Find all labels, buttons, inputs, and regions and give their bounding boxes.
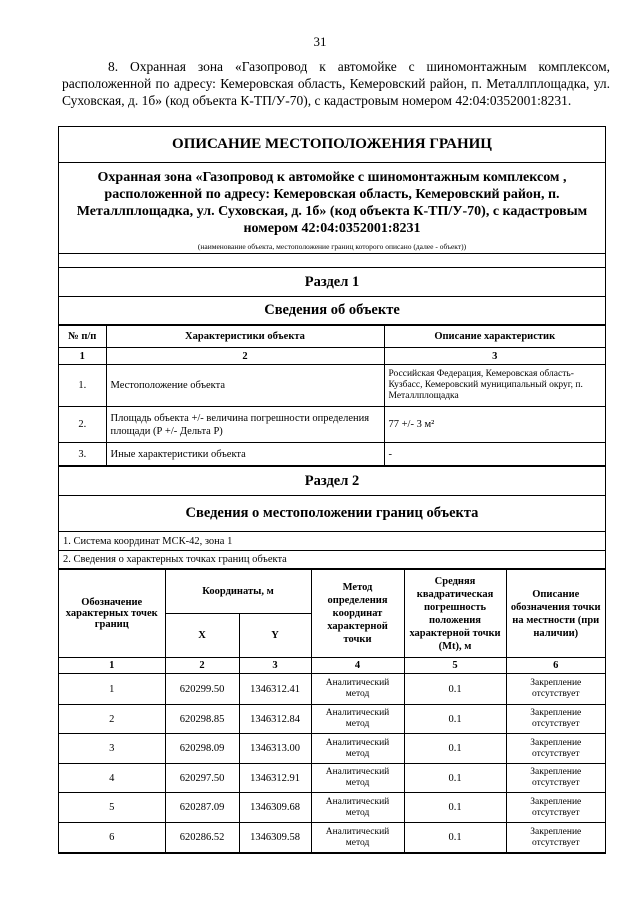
method-value: Аналитический метод bbox=[311, 734, 404, 764]
col-index: 3 bbox=[384, 348, 605, 365]
coord-y: 1346313.00 bbox=[239, 734, 311, 764]
object-name-note: (наименование объекта, местоположение границ которого описано (далее - объект)) bbox=[59, 239, 605, 254]
accuracy-value: 0.1 bbox=[404, 823, 506, 853]
col-x-header: X bbox=[165, 614, 239, 658]
col-designation-header: Обозначение характерных точек границ bbox=[59, 570, 165, 658]
method-value: Аналитический метод bbox=[311, 705, 404, 734]
section1-subtitle: Сведения об объекте bbox=[59, 297, 605, 325]
accuracy-value: 0.1 bbox=[404, 705, 506, 734]
characteristic-name: Площадь объекта +/- величина погрешности определения площади (Р +/- Дельта Р) bbox=[106, 407, 384, 443]
object-name: Охранная зона «Газопровод к автомойке с шиномонтажным комплексом , расположенной по адресу: Кемеровская область, Кемеровский район, п. Металлплощадка, ул. Суховская, д. 1б» (код объекта К-ТП/У-70), с кадастровым номером 42:04:0352001:8231 bbox=[59, 163, 605, 240]
col-method-header: Метод определения координат характерной точки bbox=[311, 570, 404, 658]
coord-x: 620298.09 bbox=[165, 734, 239, 764]
col-description-header: Описание характеристик bbox=[384, 326, 605, 348]
characteristic-name: Местоположение объекта bbox=[106, 365, 384, 407]
points-caption: 2. Сведения о характерных точках границ объекта bbox=[59, 551, 605, 569]
description-value: Закрепление отсутствует bbox=[506, 764, 605, 793]
method-value: Аналитический метод bbox=[311, 764, 404, 793]
col-index: 5 bbox=[404, 658, 506, 674]
table-row bbox=[59, 407, 605, 443]
row-number: 3. bbox=[59, 443, 106, 466]
point-label: 5 bbox=[59, 793, 165, 823]
characteristic-value: - bbox=[384, 443, 605, 466]
table-row bbox=[59, 443, 605, 466]
object-info-table bbox=[59, 325, 605, 466]
section1-title: Раздел 1 bbox=[59, 268, 605, 297]
coord-y: 1346309.68 bbox=[239, 793, 311, 823]
section2-title: Раздел 2 bbox=[59, 467, 605, 496]
col-accuracy-header: Средняя квадратическая погрешность положения характерной точки (Mt), м bbox=[404, 570, 506, 658]
col-index: 1 bbox=[59, 348, 106, 365]
table-row bbox=[59, 734, 605, 764]
characteristic-value: 77 +/- 3 м² bbox=[384, 407, 605, 443]
table-row bbox=[59, 764, 605, 793]
point-label: 3 bbox=[59, 734, 165, 764]
point-label: 2 bbox=[59, 705, 165, 734]
table-row bbox=[59, 823, 605, 853]
coord-x: 620298.85 bbox=[165, 705, 239, 734]
description-value: Закрепление отсутствует bbox=[506, 793, 605, 823]
col-coords-header: Координаты, м bbox=[165, 570, 311, 614]
accuracy-value: 0.1 bbox=[404, 793, 506, 823]
col-description-header: Описание обозначения точки на местности (при наличии) bbox=[506, 570, 605, 658]
col-y-header: Y bbox=[239, 614, 311, 658]
boundary-points-table bbox=[59, 569, 605, 853]
boundary-description-form bbox=[58, 126, 606, 854]
col-index: 2 bbox=[165, 658, 239, 674]
characteristic-name: Иные характеристики объекта bbox=[106, 443, 384, 466]
coord-y: 1346309.58 bbox=[239, 823, 311, 853]
spacer-row bbox=[59, 254, 605, 268]
coord-x: 620286.52 bbox=[165, 823, 239, 853]
header-table bbox=[59, 127, 605, 325]
coord-x: 620299.50 bbox=[165, 674, 239, 705]
table-row bbox=[59, 365, 605, 407]
accuracy-value: 0.1 bbox=[404, 734, 506, 764]
col-index: 4 bbox=[311, 658, 404, 674]
coord-x: 620287.09 bbox=[165, 793, 239, 823]
col-index: 1 bbox=[59, 658, 165, 674]
section2-header-table bbox=[59, 466, 605, 569]
col-number-header: № п/п bbox=[59, 326, 106, 348]
section2-subtitle: Сведения о местоположении границ объекта bbox=[59, 496, 605, 532]
description-value: Закрепление отсутствует bbox=[506, 705, 605, 734]
point-label: 6 bbox=[59, 823, 165, 853]
description-value: Закрепление отсутствует bbox=[506, 734, 605, 764]
description-value: Закрепление отсутствует bbox=[506, 823, 605, 853]
intro-paragraph: 8. Охранная зона «Газопровод к автомойке с шиномонтажным комплексом, расположенной по адресу: Кемеровская область, Кемеровский район, п. Металлплощадка, ул. Суховская, д. 1б» (код объекта К-ТП/У-70), с кадастровым номером 42:04:0352001:8231. bbox=[62, 59, 610, 108]
table-row bbox=[59, 674, 605, 705]
coord-y: 1346312.84 bbox=[239, 705, 311, 734]
coordinate-system: 1. Система координат МСК-42, зона 1 bbox=[59, 532, 605, 551]
table-row bbox=[59, 705, 605, 734]
point-label: 1 bbox=[59, 674, 165, 705]
col-characteristic-header: Характеристики объекта bbox=[106, 326, 384, 348]
row-number: 1. bbox=[59, 365, 106, 407]
table-row bbox=[59, 793, 605, 823]
method-value: Аналитический метод bbox=[311, 823, 404, 853]
col-index: 3 bbox=[239, 658, 311, 674]
col-index: 6 bbox=[506, 658, 605, 674]
method-value: Аналитический метод bbox=[311, 674, 404, 705]
accuracy-value: 0.1 bbox=[404, 674, 506, 705]
points-body bbox=[59, 674, 605, 853]
page-number: 31 bbox=[313, 34, 327, 49]
method-value: Аналитический метод bbox=[311, 793, 404, 823]
coord-y: 1346312.41 bbox=[239, 674, 311, 705]
row-number: 2. bbox=[59, 407, 106, 443]
characteristic-value: Российская Федерация, Кемеровская область-Кузбасс, Кемеровский муниципальный округ, п. Металлплощадка bbox=[384, 365, 605, 407]
form-title: ОПИСАНИЕ МЕСТОПОЛОЖЕНИЯ ГРАНИЦ bbox=[59, 127, 605, 163]
col-index: 2 bbox=[106, 348, 384, 365]
coord-x: 620297.50 bbox=[165, 764, 239, 793]
description-value: Закрепление отсутствует bbox=[506, 674, 605, 705]
point-label: 4 bbox=[59, 764, 165, 793]
accuracy-value: 0.1 bbox=[404, 764, 506, 793]
coord-y: 1346312.91 bbox=[239, 764, 311, 793]
